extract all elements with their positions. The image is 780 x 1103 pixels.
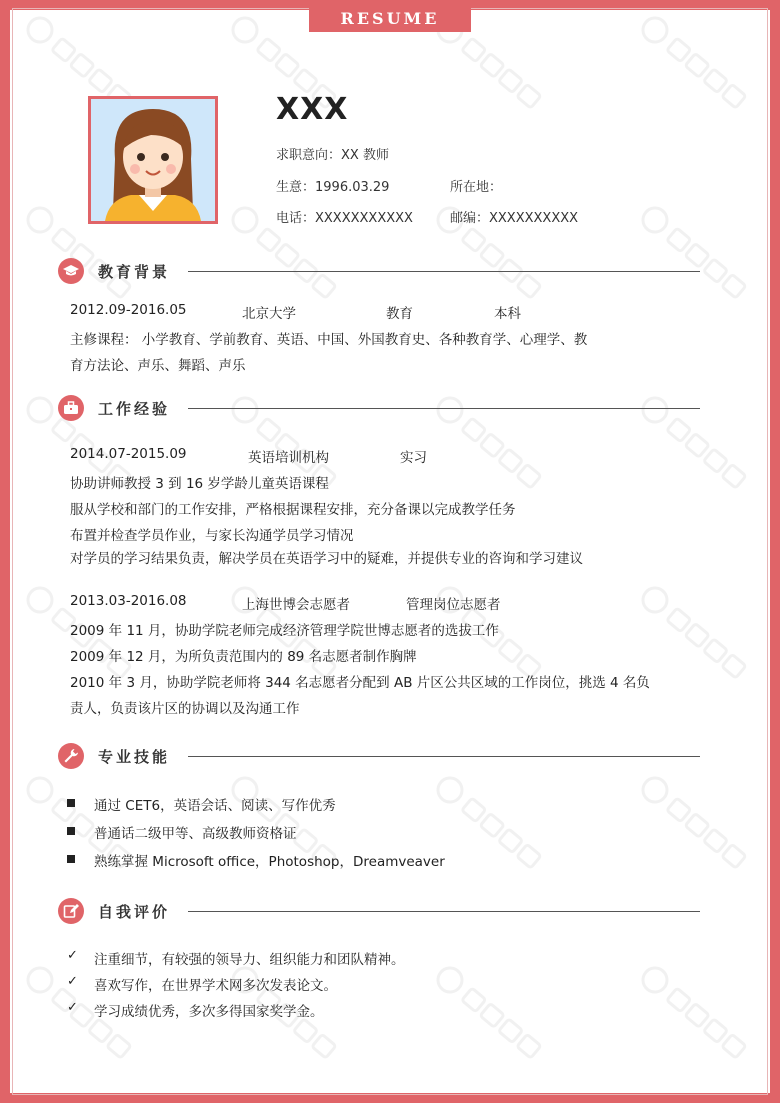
- graduation-cap-icon: [58, 258, 84, 284]
- skill-item: 通过 CET6，英语会话、阅读、写作优秀: [94, 798, 336, 814]
- job2-line: 2010 年 3 月，协助学院老师将 344 名志愿者分配到 AB 片区公共区域的工作岗位，挑选 4 名负: [70, 675, 650, 691]
- self-eval-item: 注重细节，有较强的领导力、组织能力和团队精神。: [94, 952, 405, 968]
- section-self-eval-header: [58, 898, 702, 924]
- check-icon: ✓: [67, 974, 78, 989]
- section-title: 自我评价: [98, 903, 171, 921]
- job1-role: 实习: [400, 450, 427, 466]
- job1-line: 协助讲师教授 3 到 16 岁学龄儿童英语课程: [70, 476, 329, 492]
- briefcase-icon: [58, 395, 84, 421]
- job2-period: 2013.03-2016.08: [70, 593, 187, 609]
- edu-courses-line2: 育方法论、声乐、舞蹈、声乐: [70, 358, 246, 374]
- edu-school: 北京大学: [242, 306, 296, 322]
- resume-tag: RESUME: [309, 6, 471, 32]
- skill-item: 普通话二级甲等、高级教师资格证: [94, 826, 297, 842]
- wrench-icon: [58, 743, 84, 769]
- square-bullet-icon: [67, 855, 75, 863]
- section-education-header: [58, 258, 702, 284]
- edu-degree: 本科: [494, 306, 521, 322]
- candidate-name: XXX: [276, 92, 349, 127]
- job1-line: 服从学校和部门的工作安排，严格根据课程安排，充分备课以完成教学任务: [70, 502, 516, 518]
- job-intent: 求职意向：XX 教师: [276, 148, 389, 163]
- job2-line: 2009 年 12 月，为所负责范围内的 89 名志愿者制作胸牌: [70, 649, 417, 665]
- edu-major: 教育: [386, 306, 413, 322]
- job1-period: 2014.07-2015.09: [70, 446, 187, 462]
- skill-item: 熟练掌握 Microsoft office，Photoshop，Dreamveaver: [94, 854, 445, 870]
- section-skills-header: [58, 743, 702, 769]
- phone: 电话：XXXXXXXXXXX: [276, 211, 413, 226]
- job2-line: 责人，负责该片区的协调以及沟通工作: [70, 701, 300, 717]
- profile-photo: [88, 96, 218, 224]
- square-bullet-icon: [67, 827, 75, 835]
- square-bullet-icon: [67, 799, 75, 807]
- section-title: 工作经验: [98, 400, 171, 418]
- location: 所在地：: [450, 180, 503, 195]
- check-icon: ✓: [67, 948, 78, 963]
- birth-date: 生意：1996.03.29: [276, 180, 390, 195]
- self-eval-item: 喜欢写作，在世界学术网多次发表论文。: [94, 978, 337, 994]
- avatar-illustration: [91, 99, 215, 221]
- section-divider: [188, 408, 700, 409]
- postcode: 邮编：XXXXXXXXXX: [450, 211, 579, 226]
- self-eval-item: 学习成绩优秀，多次多得国家奖学金。: [94, 1004, 324, 1020]
- section-divider: [188, 756, 700, 757]
- edu-period: 2012.09-2016.05: [70, 302, 187, 318]
- job1-line: 对学员的学习结果负责，解决学员在英语学习中的疑难，并提供专业的咨询和学习建议: [70, 551, 583, 567]
- job2-org: 上海世博会志愿者: [242, 597, 350, 613]
- edit-icon: [58, 898, 84, 924]
- job2-role: 管理岗位志愿者: [406, 597, 501, 613]
- job2-line: 2009 年 11 月，协助学院老师完成经济管理学院世博志愿者的选拔工作: [70, 623, 499, 639]
- job1-org: 英语培训机构: [248, 450, 329, 466]
- edu-courses-line1: 主修课程： 小学教育、学前教育、英语、中国、外国教育史、各种教育学、心理学、教: [70, 332, 588, 348]
- section-title: 专业技能: [98, 748, 171, 766]
- section-title: 教育背景: [98, 263, 171, 281]
- section-divider: [188, 271, 700, 272]
- job1-line: 布置并检查学员作业，与家长沟通学员学习情况: [70, 528, 354, 544]
- check-icon: ✓: [67, 1000, 78, 1015]
- section-divider: [188, 911, 700, 912]
- section-work-header: [58, 395, 702, 421]
